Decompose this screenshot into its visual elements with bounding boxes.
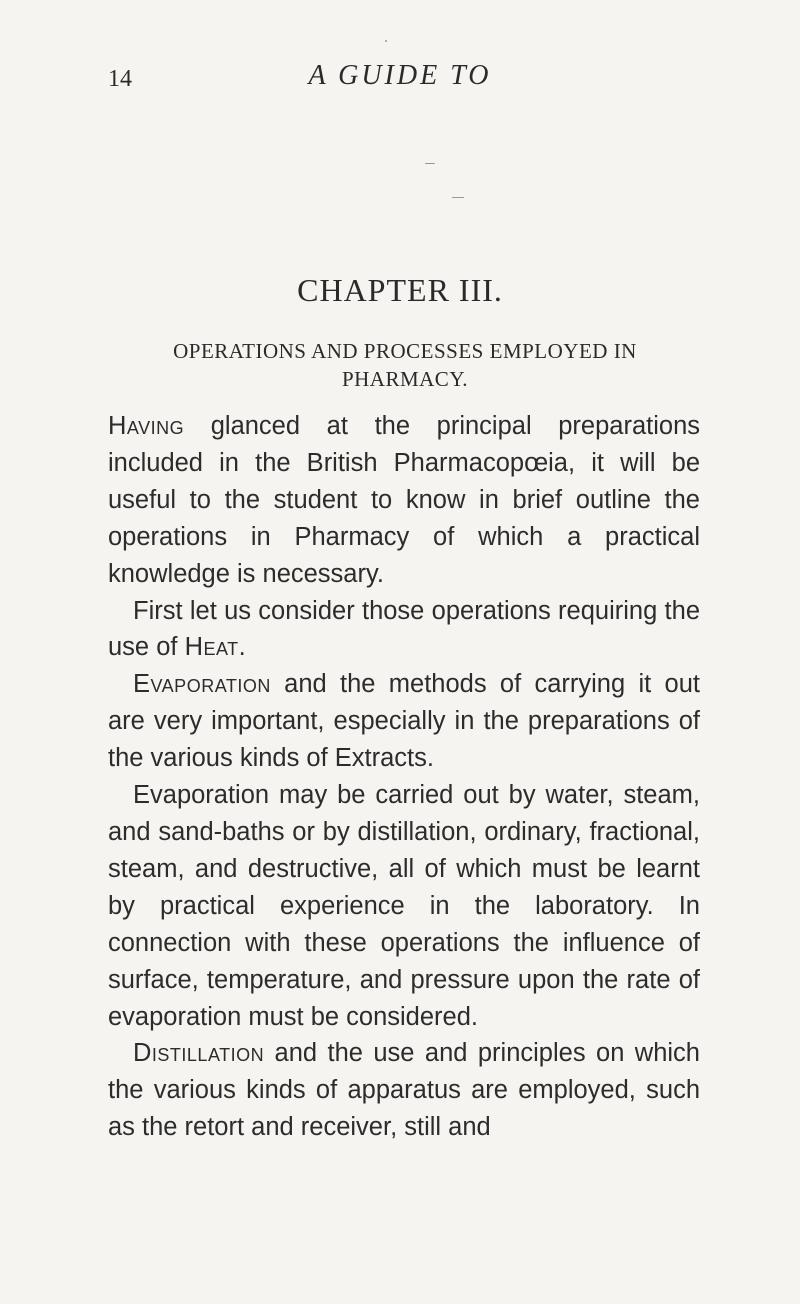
lead-word: Distillation (133, 1039, 265, 1068)
paragraph-text: . (238, 633, 246, 662)
paragraph (108, 408, 700, 593)
page-number: 14 (108, 66, 132, 92)
lead-word: Having (108, 412, 185, 440)
running-head (0, 60, 800, 100)
paper-speck (425, 163, 435, 164)
paragraph-text: and the methods of carrying it out are very important, especially in the preparations of the various kinds of Extracts. (108, 670, 700, 773)
lead-word: Evaporation (133, 670, 271, 699)
chapter-title: CHAPTER III. (297, 272, 503, 308)
paragraph-text: First let us consider those operations requiring the use of (108, 596, 700, 662)
running-title: A GUIDE TO (308, 60, 492, 91)
paragraph (108, 593, 700, 667)
paragraph-text: Evaporation may be carried out by water, steam, and sand-baths or by distillation, ordinary, fractional, steam, and destructive, all of which must be learnt by practical experience in the laboratory. In connection with these operations the influence of surface, temperature, and pressure upon the rate of evaporation must be considered. (108, 781, 700, 1031)
paper-speck (452, 197, 464, 198)
chapter-subtitle: OPERATIONS AND PROCESSES EMPLOYED IN PHARMACY. (173, 339, 637, 391)
paragraph (108, 1035, 700, 1146)
paragraph (108, 777, 700, 1035)
body-text (108, 408, 700, 1146)
paragraph-text: glanced at the principal preparations included in the British Pharmacopœia, it will be useful to the student to know in brief outline the operations in Pharmacy of which a practical knowledge is necessary. (108, 412, 700, 588)
paragraph-text: and the use and principles on which the various kinds of apparatus are employed, such as the retort and receiver, still and (108, 1039, 700, 1142)
key-term: Heat (184, 633, 239, 662)
paragraph (108, 666, 700, 777)
paper-speck (385, 40, 387, 42)
